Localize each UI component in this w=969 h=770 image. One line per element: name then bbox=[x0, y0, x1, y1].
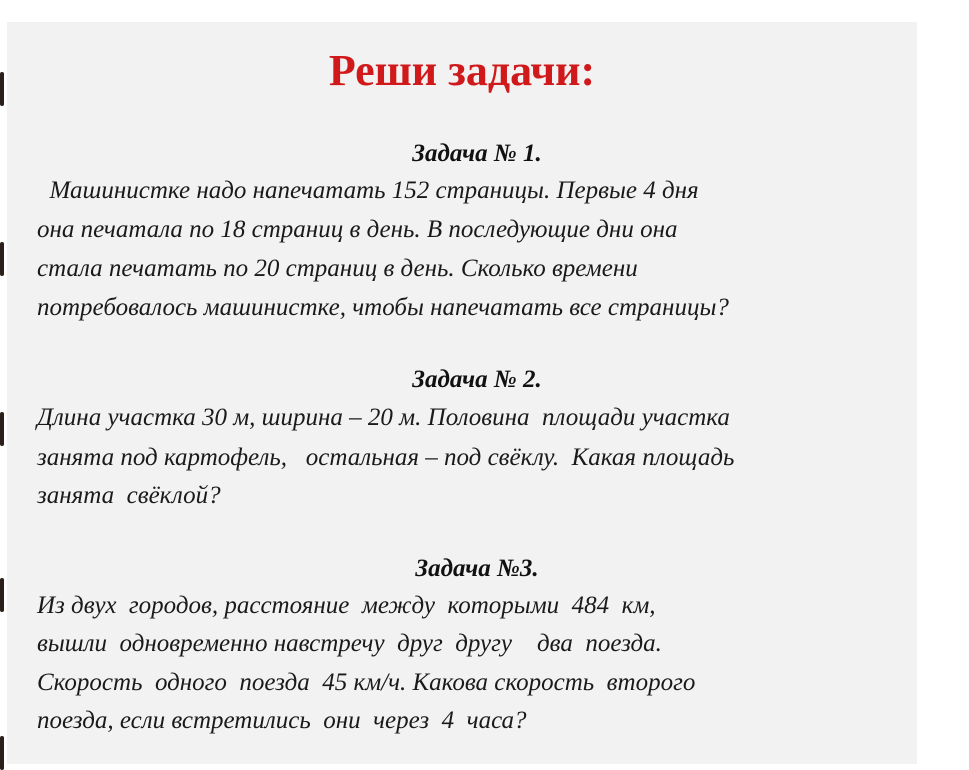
task-2-line-1: Длина участка 30 м, ширина – 20 м. Половина площади участка bbox=[37, 404, 730, 431]
binder-mark bbox=[0, 412, 4, 446]
binder-mark bbox=[0, 578, 4, 612]
binder-mark bbox=[0, 72, 4, 106]
binder-mark bbox=[0, 736, 4, 770]
binder-mark bbox=[0, 242, 4, 276]
task-3-line-3: Скорость одного поезда 45 км/ч. Какова скорость второго bbox=[37, 669, 696, 696]
worksheet-page bbox=[7, 22, 917, 764]
task-3-line-4: поезда, если встретились они через 4 часа? bbox=[37, 707, 527, 734]
task-2-line-3: занята свёклой? bbox=[37, 482, 221, 509]
task-2-heading: Задача № 2. bbox=[412, 366, 542, 393]
task-3-heading: Задача №3. bbox=[415, 555, 539, 582]
task-1-line-1: Машинистке надо напечатать 152 страницы. Первые 4 дня bbox=[37, 177, 699, 204]
task-1-heading: Задача № 1. bbox=[412, 140, 542, 167]
task-1-line-3: стала печатать по 20 страниц в день. Сколько времени bbox=[37, 255, 638, 282]
page-title: Реши задачи: bbox=[328, 46, 596, 95]
task-1-line-4: потребовалось машинистке, чтобы напечатать все страницы? bbox=[37, 294, 729, 321]
task-3-line-2: вышли одновременно навстречу друг другу два поезда. bbox=[37, 630, 662, 657]
task-3-line-1: Из двух городов, расстояние между которыми 484 км, bbox=[37, 592, 656, 619]
task-2-line-2: занята под картофель, остальная – под свёклу. Какая площадь bbox=[37, 444, 735, 471]
task-1-line-2: она печатала по 18 страниц в день. В последующие дни она bbox=[37, 216, 678, 243]
